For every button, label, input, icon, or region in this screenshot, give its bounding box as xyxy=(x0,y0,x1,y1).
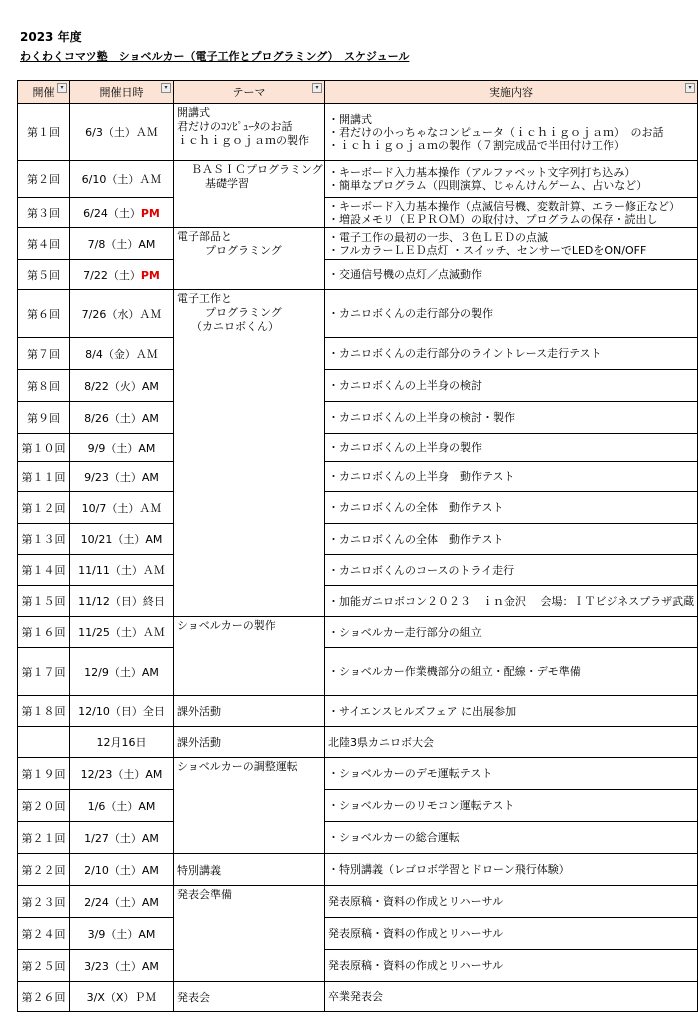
table-row xyxy=(18,586,698,617)
theme-cell: 発表会 xyxy=(174,982,325,1012)
date-cell: 3/23（土）AM xyxy=(70,950,174,982)
table-row xyxy=(18,790,698,822)
kai-cell: 第１９回 xyxy=(18,758,70,790)
content-cell: 発表原稿・資料の作成とリハーサル xyxy=(325,918,698,950)
content-cell: ・ショベルカーのリモコン運転テスト xyxy=(325,790,698,822)
filter-dropdown-icon[interactable]: ▾ xyxy=(312,83,322,93)
date-cell: 9/23（土）AM xyxy=(70,462,174,492)
theme-cell: ＢＡＳＩＣプログラミング 基礎学習 xyxy=(174,161,325,228)
content-cell: ・カニロボくんの全体 動作テスト xyxy=(325,524,698,555)
table-row xyxy=(18,462,698,492)
header-date[interactable]: 開催日時 ▾ xyxy=(70,81,174,104)
kai-cell: 第４回 xyxy=(18,228,70,260)
schedule-table xyxy=(17,80,698,1012)
content-cell: ・交通信号機の点灯／点滅動作 xyxy=(325,260,698,290)
table-row xyxy=(18,290,698,338)
date-cell: 8/4（金）ＡＭ xyxy=(70,338,174,370)
table-row xyxy=(18,758,698,790)
kai-cell: 第１７回 xyxy=(18,648,70,696)
header-row xyxy=(18,81,698,104)
kai-cell: 第７回 xyxy=(18,338,70,370)
kai-cell: 第２６回 xyxy=(18,982,70,1012)
header-theme[interactable]: テーマ ▾ xyxy=(174,81,325,104)
content-cell: ・特別講義（レゴロボ学習とドローン飛行体験） xyxy=(325,854,698,886)
table-row xyxy=(18,696,698,727)
table-row xyxy=(18,198,698,228)
date-cell: 3/X（X）ＰＭ xyxy=(70,982,174,1012)
date-cell: 12月16日 xyxy=(70,727,174,758)
kai-cell: 第１８回 xyxy=(18,696,70,727)
kai-cell: 第１２回 xyxy=(18,492,70,524)
kai-cell: 第９回 xyxy=(18,402,70,434)
theme-cell: 電子工作と プログラミング （カニロボくん） xyxy=(174,290,325,617)
theme-cell: 特別講義 xyxy=(174,854,325,886)
table-row xyxy=(18,886,698,918)
date-cell: 9/9（土）AM xyxy=(70,434,174,462)
table-row xyxy=(18,260,698,290)
kai-cell: 第８回 xyxy=(18,370,70,402)
content-cell: ・加能ガニロボコン２０２３ ｉｎ金沢 会場：ＩＴビジネスプラザ武蔵 xyxy=(325,586,698,617)
table-row xyxy=(18,727,698,758)
date-cell: 6/24（土）PM xyxy=(70,198,174,228)
filter-dropdown-icon[interactable]: ▾ xyxy=(161,83,171,93)
kai-cell: 第２５回 xyxy=(18,950,70,982)
kai-cell: 第１回 xyxy=(18,104,70,161)
kai-cell: 第１６回 xyxy=(18,617,70,648)
table-row xyxy=(18,918,698,950)
date-cell: 12/9（土）AM xyxy=(70,648,174,696)
content-cell: ・キーボード入力基本操作（アルファベット文字列打ち込み） ・簡単なプログラム（四則演算、じゃんけんゲーム、占いなど） xyxy=(325,161,698,198)
date-cell: 1/27（土）AM xyxy=(70,822,174,854)
content-cell: 卒業発表会 xyxy=(325,982,698,1012)
table-row xyxy=(18,370,698,402)
content-cell: ・カニロボくんの上半身の検討 xyxy=(325,370,698,402)
table-row xyxy=(18,950,698,982)
date-cell: 8/22（火）AM xyxy=(70,370,174,402)
date-cell: 6/3（土）ＡＭ xyxy=(70,104,174,161)
table-row xyxy=(18,524,698,555)
table-row xyxy=(18,555,698,586)
content-cell: 北陸3県カニロボ大会 xyxy=(325,727,698,758)
theme-cell: 課外活動 xyxy=(174,727,325,758)
table-row xyxy=(18,982,698,1012)
kai-cell: 第２４回 xyxy=(18,918,70,950)
table-row xyxy=(18,648,698,696)
content-cell: ・ショベルカーの総合運転 xyxy=(325,822,698,854)
theme-cell: 発表会準備 xyxy=(174,886,325,982)
kai-cell: 第６回 xyxy=(18,290,70,338)
theme-cell: ショベルカーの製作 xyxy=(174,617,325,696)
kai-cell: 第１４回 xyxy=(18,555,70,586)
kai-cell: 第２０回 xyxy=(18,790,70,822)
table-row xyxy=(18,161,698,198)
content-cell: ・カニロボくんの走行部分の製作 xyxy=(325,290,698,338)
content-cell: ・ショベルカーのデモ運転テスト xyxy=(325,758,698,790)
content-cell: 発表原稿・資料の作成とリハーサル xyxy=(325,886,698,918)
header-content[interactable]: 実施内容 ▾ xyxy=(325,81,698,104)
date-cell: 10/7（土）ＡＭ xyxy=(70,492,174,524)
date-cell: 11/11（土）ＡＭ xyxy=(70,555,174,586)
table-row xyxy=(18,228,698,260)
table-row xyxy=(18,617,698,648)
kai-cell: 第１０回 xyxy=(18,434,70,462)
content-cell: ・開講式 ・君だけの小っちゃなコンピュータ（ｉｃｈｉｇｏｊａｍ） のお話 ・ｉｃｈｉｇｏｊａｍの製作（７割完成品で半田付け工作） xyxy=(325,104,698,161)
kai-cell xyxy=(18,727,70,758)
content-cell: ・ショベルカー作業機部分の組立・配線・デモ準備 xyxy=(325,648,698,696)
date-cell: 12/10（日）全日 xyxy=(70,696,174,727)
content-cell: 発表原稿・資料の作成とリハーサル xyxy=(325,950,698,982)
date-cell: 6/10（土）ＡＭ xyxy=(70,161,174,198)
theme-cell: ショベルカーの調整運転 xyxy=(174,758,325,854)
content-cell: ・カニロボくんの全体 動作テスト xyxy=(325,492,698,524)
table-row xyxy=(18,822,698,854)
kai-cell: 第２回 xyxy=(18,161,70,198)
theme-cell: 課外活動 xyxy=(174,696,325,727)
date-cell: 2/10（土）AM xyxy=(70,854,174,886)
content-cell: ・カニロボくんの上半身の検討・製作 xyxy=(325,402,698,434)
content-cell: ・カニロボくんの上半身 動作テスト xyxy=(325,462,698,492)
content-cell: ・ショベルカー走行部分の組立 xyxy=(325,617,698,648)
kai-cell: 第２３回 xyxy=(18,886,70,918)
theme-cell: 電子部品と プログラミング xyxy=(174,228,325,290)
content-cell: ・キーボード入力基本操作（点滅信号機、変数計算、エラー修正など） ・増設メモリ（ＥＰＲＯＭ）の取付け、プログラムの保存・読出し xyxy=(325,198,698,228)
table-row xyxy=(18,854,698,886)
kai-cell: 第１５回 xyxy=(18,586,70,617)
header-kai[interactable]: 開催 ▾ xyxy=(18,81,70,104)
table-row xyxy=(18,104,698,161)
date-cell: 7/22（土）PM xyxy=(70,260,174,290)
table-row xyxy=(18,338,698,370)
date-cell: 3/9（土）AM xyxy=(70,918,174,950)
content-cell: ・サイエンスヒルズフェア に出展参加 xyxy=(325,696,698,727)
date-cell: 1/6（土）AM xyxy=(70,790,174,822)
content-cell: ・カニロボくんのコースのトライ走行 xyxy=(325,555,698,586)
kai-cell: 第５回 xyxy=(18,260,70,290)
kai-cell: 第２１回 xyxy=(18,822,70,854)
date-cell: 10/21（土）AM xyxy=(70,524,174,555)
date-cell: 11/12（日）終日 xyxy=(70,586,174,617)
kai-cell: 第１１回 xyxy=(18,462,70,492)
schedule-title: わくわくコマツ塾 ショベルカー（電子工作とプログラミング） スケジュール xyxy=(20,50,410,63)
date-cell: 2/24（土）AM xyxy=(70,886,174,918)
content-cell: ・電子工作の最初の一歩、３色ＬＥＤの点滅 ・フルカラーＬＥＤ点灯 ・スイッチ、センサーでLEDをON/OFF xyxy=(325,228,698,260)
theme-cell: 開講式 君だけのｺﾝﾋﾟｭｰﾀのお話 ｉｃｈｉｇｏｊａｍの製作 xyxy=(174,104,325,161)
kai-cell: 第２２回 xyxy=(18,854,70,886)
table-row xyxy=(18,402,698,434)
table-row xyxy=(18,492,698,524)
kai-cell: 第３回 xyxy=(18,198,70,228)
table-row xyxy=(18,434,698,462)
date-cell: 7/8（土）AM xyxy=(70,228,174,260)
date-cell: 12/23（土）AM xyxy=(70,758,174,790)
content-cell: ・カニロボくんの上半身の製作 xyxy=(325,434,698,462)
date-cell: 7/26（水）ＡＭ xyxy=(70,290,174,338)
date-cell: 11/25（土）ＡＭ xyxy=(70,617,174,648)
date-cell: 8/26（土）AM xyxy=(70,402,174,434)
filter-dropdown-icon[interactable]: ▾ xyxy=(685,83,695,93)
year-title: 2023 年度 xyxy=(20,30,82,44)
content-cell: ・カニロボくんの走行部分のライントレース走行テスト xyxy=(325,338,698,370)
kai-cell: 第１３回 xyxy=(18,524,70,555)
filter-dropdown-icon[interactable]: ▾ xyxy=(57,83,67,93)
